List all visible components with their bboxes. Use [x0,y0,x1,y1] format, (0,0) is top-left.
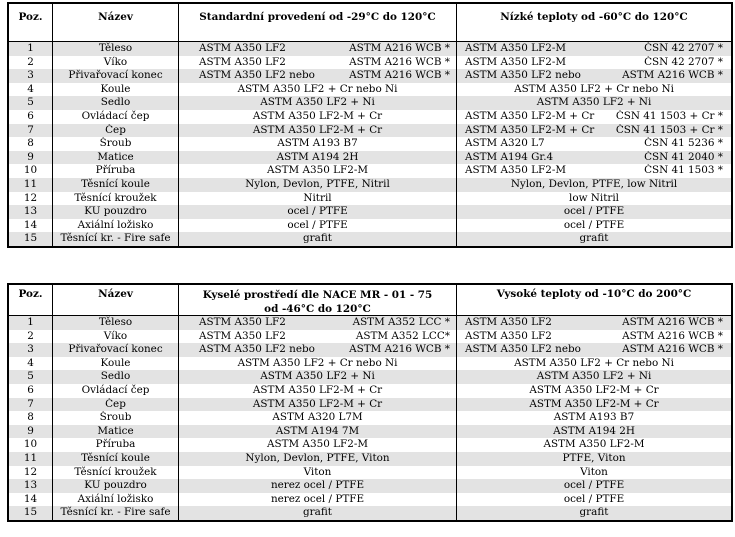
table-row [9,384,731,398]
row-spec-col2 [457,343,731,357]
row-spec-col1: nerez ocel / PTFE [179,493,457,507]
header-high-temp: Vysoké teploty od -10°C do 200°C [496,288,692,300]
row-spec-col2 [457,124,731,138]
row-spec-col1: ASTM A350 LF2-M [179,164,457,178]
row-poz: 12 [9,192,53,206]
table-row [9,452,731,466]
row-poz: 14 [9,219,53,233]
header-poz: Poz. [9,285,53,315]
row-nazev: Příruba [53,164,179,178]
row-spec-col2 [457,56,731,70]
spec-alternative: ČSN 41 2040 * [644,150,723,163]
row-poz: 11 [9,178,53,192]
row-poz: 12 [9,466,53,480]
table-body [9,316,731,520]
spec-alternative: ČSN 41 5236 * [644,137,723,150]
row-spec-col1: Nylon, Devlon, PTFE, Nitril [179,178,457,192]
table-row [9,398,731,412]
table-row [9,343,731,357]
table-row [9,411,731,425]
row-spec-col2 [457,137,731,151]
spec-primary: ASTM A350 LF2-M [465,42,567,54]
row-spec-col2: ASTM A350 LF2 + Cr nebo Ni [514,356,674,369]
spec-primary: ASTM A350 LF2-M + Cr [465,109,595,122]
table-row [9,124,731,138]
row-spec-col2: grafit [579,232,609,245]
row-nazev: Matice [53,151,179,165]
row-nazev: Šroub [53,411,179,425]
row-spec-col2: ASTM A350 LF2 + Ni [536,370,652,383]
row-spec-col1: ASTM A320 L7M [179,411,457,425]
row-spec-col2: ASTM A350 LF2 + Ni [536,96,652,109]
spec-alternative: ČSN 42 2707 * [644,55,723,68]
table-row [9,192,731,206]
row-poz: 1 [9,316,53,330]
row-spec-col1: ocel / PTFE [179,205,457,219]
row-poz: 10 [9,164,53,178]
row-spec-col1: grafit [179,506,457,520]
row-spec-col1: Viton [179,466,457,480]
row-spec-col2: ASTM A350 LF2-M [543,438,645,451]
row-spec-col1 [179,330,457,344]
row-nazev: Víko [53,56,179,70]
spec-primary: ASTM A320 L7 [465,137,545,150]
table-row [9,151,731,165]
row-spec-col2: low Nitril [569,191,619,204]
row-spec-col2: ocel / PTFE [563,492,625,505]
header-poz: Poz. [9,4,53,41]
table-row [9,479,731,493]
row-poz: 2 [9,56,53,70]
spec-alternative: ASTM A216 WCB * [622,329,723,342]
spec-alternative: ČSN 41 1503 * [644,164,723,177]
table-row [9,83,731,97]
table-row [9,219,731,233]
row-spec-col1: Nitril [179,192,457,206]
spec-primary: ASTM A350 LF2 [199,316,286,328]
row-poz: 6 [9,110,53,124]
row-spec-col2: ASTM A350 LF2-M + Cr [529,383,659,396]
row-spec-col1: ASTM A350 LF2-M + Cr [179,398,457,412]
row-spec-col2: ASTM A350 LF2 + Cr nebo Ni [514,82,674,95]
spec-alternative: ASTM A352 LCC* [355,329,450,342]
spec-primary: ASTM A350 LF2 nebo [199,343,315,356]
row-nazev: Těsnící kroužek [53,192,179,206]
spec-alternative: ASTM A216 WCB * [622,69,723,82]
row-poz: 14 [9,493,53,507]
row-poz: 15 [9,506,53,520]
spec-primary: ASTM A350 LF2-M + Cr [465,123,595,136]
row-spec-col2: PTFE, Viton [562,451,626,464]
row-poz: 7 [9,124,53,138]
spec-primary: ASTM A350 LF2-M [465,55,567,68]
row-spec-col1 [179,316,457,330]
row-poz: 11 [9,452,53,466]
header-sour-line2: od -46°C do 120°C [264,303,371,315]
row-spec-col1 [179,69,457,83]
row-spec-col1: ASTM A350 LF2-M + Cr [179,110,457,124]
row-spec-col1: grafit [179,232,457,246]
row-nazev: Čep [53,124,179,138]
row-spec-col1: ASTM A350 LF2 + Cr nebo Ni [179,357,457,371]
row-spec-col2: ocel / PTFE [563,205,625,218]
row-spec-col1: ASTM A350 LF2-M + Cr [179,384,457,398]
row-poz: 4 [9,83,53,97]
row-nazev: Šroub [53,137,179,151]
row-spec-col2: ASTM A193 B7 [553,411,635,424]
row-spec-col2: ASTM A350 LF2-M + Cr [529,397,659,410]
row-poz: 8 [9,137,53,151]
table-row [9,330,731,344]
row-nazev: Axiální ložisko [53,493,179,507]
spec-primary: ASTM A350 LF2-M [465,164,567,177]
row-nazev: Přivařovací konec [53,343,179,357]
table-header [9,285,731,316]
row-spec-col2: Viton [580,465,608,478]
table-row [9,466,731,480]
row-spec-col2 [457,42,731,56]
row-nazev: Čep [53,398,179,412]
spec-primary: ASTM A350 LF2 [465,316,552,328]
row-nazev: Těsnící koule [53,452,179,466]
spec-primary: ASTM A194 Gr.4 [465,150,554,163]
row-nazev: Těleso [53,316,179,330]
row-spec-col1 [179,56,457,70]
row-poz: 4 [9,357,53,371]
row-spec-col2 [457,110,731,124]
table-row [9,493,731,507]
spec-alternative: ASTM A216 WCB * [349,42,450,54]
table-row [9,438,731,452]
spec-primary: ASTM A350 LF2 [199,329,286,342]
table-row [9,232,731,246]
row-nazev: Koule [53,357,179,371]
row-spec-col1: ASTM A350 LF2-M [179,438,457,452]
table-body [9,42,731,246]
row-spec-col1: ASTM A350 LF2 + Ni [179,370,457,384]
spec-alternative: ASTM A216 WCB * [349,55,450,68]
row-nazev: Axiální ložisko [53,219,179,233]
table-row [9,69,731,83]
row-poz: 8 [9,411,53,425]
table-row [9,96,731,110]
row-nazev: Ovládací čep [53,110,179,124]
spec-primary: ASTM A350 LF2 [199,55,286,68]
table-header [9,4,731,42]
spec-primary: ASTM A350 LF2 [199,42,286,54]
table-row [9,110,731,124]
header-standard: Standardní provedení od -29°C do 120°C [179,4,457,41]
spec-alternative: ČSN 41 1503 + Cr * [615,123,723,136]
row-nazev: Těsnící kr. - Fire safe [53,506,179,520]
row-poz: 3 [9,69,53,83]
row-poz: 5 [9,370,53,384]
row-poz: 9 [9,151,53,165]
row-poz: 9 [9,425,53,439]
row-poz: 3 [9,343,53,357]
row-poz: 6 [9,384,53,398]
row-spec-col1: ASTM A350 LF2 + Cr nebo Ni [179,83,457,97]
row-spec-col1 [179,343,457,357]
row-spec-col2 [457,69,731,83]
table-row [9,357,731,371]
row-spec-col2: Nylon, Devlon, PTFE, low Nitril [510,177,678,190]
row-spec-col1: ASTM A350 LF2 + Ni [179,96,457,110]
spec-alternative: ČSN 42 2707 * [644,42,723,54]
row-poz: 13 [9,205,53,219]
row-nazev: Sedlo [53,370,179,384]
table-row [9,205,731,219]
row-nazev: Matice [53,425,179,439]
spec-alternative: ASTM A216 WCB * [349,343,450,356]
row-spec-col2: ocel / PTFE [563,218,625,231]
row-nazev: Přivařovací konec [53,69,179,83]
row-nazev: Příruba [53,438,179,452]
spec-primary: ASTM A350 LF2 [465,329,552,342]
row-spec-col1: ASTM A194 2H [179,151,457,165]
header-nazev: Název [53,4,179,41]
material-table-standard-lowtemp [7,2,733,248]
row-poz: 5 [9,96,53,110]
row-nazev: Těsnící koule [53,178,179,192]
spec-primary: ASTM A350 LF2 nebo [199,69,315,82]
material-table-sour-hightemp [7,283,733,522]
row-poz: 1 [9,42,53,56]
spec-alternative: ASTM A216 WCB * [622,316,723,328]
row-spec-col2: ocel / PTFE [563,479,625,492]
row-spec-col1: Nylon, Devlon, PTFE, Viton [179,452,457,466]
row-nazev: KU pouzdro [53,205,179,219]
table-row [9,506,731,520]
header-sour-line1: Kyselé prostředí dle NACE MR - 01 - 75 [202,289,433,301]
spec-alternative: ASTM A216 WCB * [349,69,450,82]
row-nazev: Těsnící kroužek [53,466,179,480]
row-poz: 7 [9,398,53,412]
row-spec-col1: nerez ocel / PTFE [179,479,457,493]
header-nazev: Název [53,285,179,315]
header-low-temp: Nízké teploty od -60°C do 120°C [500,11,688,23]
row-nazev: Těleso [53,42,179,56]
row-nazev: KU pouzdro [53,479,179,493]
spec-primary: ASTM A350 LF2 nebo [465,69,581,82]
row-spec-col2 [457,316,731,330]
spec-alternative: ČSN 41 1503 + Cr * [615,109,723,122]
row-spec-col1: ASTM A193 B7 [179,137,457,151]
row-poz: 10 [9,438,53,452]
row-spec-col2 [457,151,731,165]
row-poz: 13 [9,479,53,493]
row-nazev: Sedlo [53,96,179,110]
row-spec-col2 [457,164,731,178]
row-spec-col1 [179,42,457,56]
table-row [9,42,731,56]
row-spec-col1: ocel / PTFE [179,219,457,233]
spec-alternative: ASTM A352 LCC * [352,316,450,328]
row-spec-col2: grafit [579,506,609,519]
row-spec-col2 [457,330,731,344]
row-poz: 2 [9,330,53,344]
table-row [9,425,731,439]
row-spec-col1: ASTM A350 LF2-M + Cr [179,124,457,138]
spec-primary: ASTM A350 LF2 nebo [465,343,581,356]
table-row [9,178,731,192]
row-nazev: Víko [53,330,179,344]
table-row [9,370,731,384]
row-spec-col1: ASTM A194 7M [179,425,457,439]
row-nazev: Ovládací čep [53,384,179,398]
table-row [9,56,731,70]
table-row [9,137,731,151]
row-nazev: Těsnící kr. - Fire safe [53,232,179,246]
table-row [9,316,731,330]
spec-alternative: ASTM A216 WCB * [622,343,723,356]
row-poz: 15 [9,232,53,246]
header-sour [179,285,457,315]
table-row [9,164,731,178]
row-spec-col2: ASTM A194 2H [553,424,635,437]
row-nazev: Koule [53,83,179,97]
